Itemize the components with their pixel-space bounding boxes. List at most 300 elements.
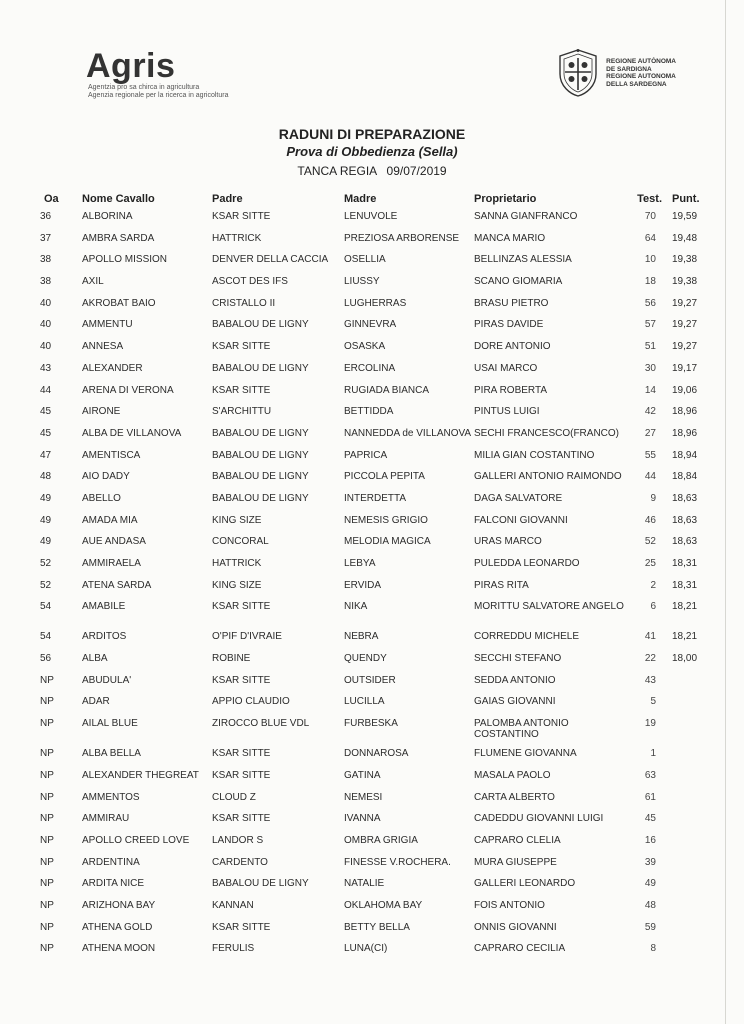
cell-punt: 19,38 [672, 254, 698, 266]
table-row [38, 406, 722, 428]
cell-nome-cavallo: ARENA DI VERONA [82, 384, 174, 396]
table-row [38, 385, 722, 407]
cell-madre: ERCOLINA [344, 362, 396, 374]
cell-oa: 40 [40, 319, 52, 331]
table-row [38, 558, 722, 580]
event-location-date [0, 164, 744, 178]
cell-test: 70 [644, 211, 656, 222]
cell-madre: DONNAROSA [344, 748, 409, 760]
region-name [606, 58, 676, 88]
cell-punt: 18,21 [672, 601, 698, 613]
cell-nome-cavallo: AKROBAT BAIO [82, 297, 156, 309]
cell-proprietario: PULEDDA LEONARDO [474, 558, 580, 569]
cell-test: 27 [644, 427, 656, 439]
table-row [38, 254, 722, 276]
cell-punt [668, 878, 722, 900]
cell-nome-cavallo: ATENA SARDA [82, 579, 152, 591]
cell-oa: NP [40, 674, 54, 686]
cell-padre: HATTRICK [212, 558, 262, 569]
cell-proprietario: CAPRARO CLELIA [474, 834, 561, 846]
cell-madre: NIKA [344, 601, 368, 613]
cell-padre: S'ARCHITTU [212, 406, 272, 418]
cell-proprietario: URAS MARCO [474, 536, 542, 548]
cell-proprietario: DORE ANTONIO [474, 341, 551, 353]
cell-oa: 48 [40, 471, 52, 483]
cell-punt: 19,38 [672, 276, 698, 288]
cell-test: 6 [650, 601, 656, 613]
cell-oa: 44 [40, 384, 52, 396]
region-line-4: DELLA SARDEGNA [606, 80, 667, 88]
cell-oa: 43 [40, 362, 52, 374]
table-row [38, 653, 722, 675]
cell-proprietario: PINTUS LUIGI [474, 406, 540, 418]
cell-test: 22 [644, 653, 656, 665]
agris-logo: Agris [86, 47, 176, 85]
cell-punt [668, 748, 722, 770]
cell-nome-cavallo: ANNESA [82, 341, 124, 353]
cell-punt: 19,48 [672, 232, 698, 244]
cell-punt: 19,59 [672, 211, 698, 222]
table-row [38, 792, 722, 814]
cell-oa: NP [40, 878, 54, 890]
cell-oa: NP [40, 748, 54, 760]
cell-madre: FURBESKA [344, 718, 398, 730]
region-line-3: REGIONE AUTONOMA [606, 73, 676, 80]
cell-test: 46 [644, 514, 656, 526]
cell-proprietario: PIRA ROBERTA [474, 384, 547, 396]
cell-oa: NP [40, 899, 54, 911]
table-row [38, 770, 722, 792]
cell-madre: OSASKA [344, 341, 386, 353]
region-line-1: REGIONE AUTÒNOMA [606, 58, 676, 65]
table-row [38, 363, 722, 385]
cell-proprietario: FALCONI GIOVANNI [474, 514, 568, 526]
cell-oa: 45 [40, 406, 52, 418]
table-header-row [38, 191, 722, 211]
cell-test: 55 [644, 449, 656, 461]
cell-test: 39 [644, 856, 656, 868]
cell-padre: DENVER DELLA CACCIA [212, 254, 329, 266]
cell-nome-cavallo: AMABILE [82, 601, 126, 613]
cell-punt: 19,27 [672, 319, 698, 331]
cell-nome-cavallo: AIRONE [82, 406, 121, 418]
cell-padre: BABALOU DE LIGNY [212, 319, 309, 331]
cell-proprietario: USAI MARCO [474, 362, 538, 374]
cell-test: 16 [644, 834, 656, 846]
cell-padre: BABALOU DE LIGNY [212, 492, 309, 504]
table-row [38, 298, 722, 320]
table-row [38, 276, 722, 298]
cell-punt [668, 900, 722, 922]
cell-nome-cavallo: ABELLO [82, 492, 121, 504]
cell-madre: PICCOLA PEPITA [344, 471, 425, 483]
cell-punt [668, 835, 722, 857]
cell-nome-cavallo: ALBA DE VILLANOVA [82, 427, 182, 439]
cell-proprietario: SECHI FRANCESCO(FRANCO) [474, 427, 620, 439]
table-row [38, 428, 722, 450]
cell-proprietario: DAGA SALVATORE [474, 492, 563, 504]
cell-oa: 36 [40, 211, 52, 222]
cell-test: 2 [650, 579, 656, 591]
cell-oa: 49 [40, 536, 52, 548]
cell-madre: GINNEVRA [344, 319, 397, 331]
cell-madre: ERVIDA [344, 579, 382, 591]
cell-proprietario: GAIAS GIOVANNI [474, 696, 556, 708]
cell-test: 61 [644, 791, 656, 803]
cell-proprietario: GALLERI ANTONIO RAIMONDO [474, 471, 622, 483]
cell-madre: LENUVOLE [344, 211, 398, 222]
cell-punt: 18,84 [672, 471, 698, 483]
document-titles [0, 126, 744, 178]
cell-test: 18 [644, 276, 656, 288]
cell-test: 64 [644, 232, 656, 244]
cell-proprietario: CAPRARO CECILIA [474, 943, 566, 955]
table-row [38, 675, 722, 697]
cell-padre: KSAR SITTE [212, 384, 271, 396]
cell-madre: INTERDETTA [344, 492, 407, 504]
cell-test: 59 [644, 921, 656, 933]
event-date: 09/07/2019 [386, 164, 447, 178]
cell-oa: 54 [40, 631, 52, 643]
cell-madre: FINESSE V.ROCHERA. [344, 856, 451, 868]
column-header-oa: Oa [44, 193, 59, 205]
cell-madre: OSELLIA [344, 254, 386, 266]
table-row [38, 922, 722, 944]
cell-padre: KSAR SITTE [212, 601, 271, 613]
cell-proprietario: CADEDDU GIOVANNI LUIGI [474, 813, 604, 825]
cell-madre: MELODIA MAGICA [344, 536, 431, 548]
cell-nome-cavallo: ALBA BELLA [82, 748, 141, 760]
cell-madre: PREZIOSA ARBORENSE [344, 232, 460, 244]
cell-madre: GATINA [344, 769, 381, 781]
cell-test: 1 [650, 748, 656, 760]
cell-madre: LUNA(CI) [344, 943, 388, 955]
cell-nome-cavallo: ATHENA GOLD [82, 921, 153, 933]
cell-proprietario: FLUMENE GIOVANNA [474, 748, 577, 760]
cell-madre: BETTY BELLA [344, 921, 410, 933]
agris-logo-block [86, 48, 228, 100]
agris-subtitle-sardinian: Agentzia pro sa chirca in agricultura [88, 84, 200, 91]
cell-test: 51 [644, 341, 656, 353]
cell-test: 56 [644, 297, 656, 309]
cell-proprietario: PIRAS DAVIDE [474, 319, 544, 331]
cell-nome-cavallo: AMMIRAU [82, 813, 130, 825]
cell-test: 63 [644, 769, 656, 781]
cell-test: 9 [650, 492, 656, 504]
cell-nome-cavallo: APOLLO CREED LOVE [82, 834, 190, 846]
cell-padre: BABALOU DE LIGNY [212, 878, 309, 890]
cell-padre: KSAR SITTE [212, 211, 271, 222]
cell-test: 52 [644, 536, 656, 548]
cell-padre: ASCOT DES IFS [212, 276, 288, 288]
cell-test: 44 [644, 471, 656, 483]
cell-punt: 19,27 [672, 341, 698, 353]
results-table [38, 191, 722, 965]
cell-nome-cavallo: ARDITOS [82, 631, 127, 643]
cell-oa: 47 [40, 449, 52, 461]
cell-madre: OKLAHOMA BAY [344, 899, 423, 911]
cell-padre: CLOUD Z [212, 791, 256, 803]
cell-padre: CONCORAL [212, 536, 269, 548]
cell-nome-cavallo: AMMENTOS [82, 791, 140, 803]
cell-proprietario: MASALA PAOLO [474, 769, 551, 781]
table-row [38, 515, 722, 537]
cell-oa: NP [40, 834, 54, 846]
cell-nome-cavallo: AXIL [82, 276, 104, 288]
cell-oa: NP [40, 696, 54, 708]
cell-padre: O'PIF D'IVRAIE [212, 631, 282, 643]
cell-padre: KSAR SITTE [212, 921, 271, 933]
table-row [38, 878, 722, 900]
cell-nome-cavallo: AMENTISCA [82, 449, 141, 461]
cell-padre: KSAR SITTE [212, 769, 271, 781]
cell-padre: FERULIS [212, 943, 255, 955]
column-header-padre: Padre [212, 193, 243, 205]
cell-madre: OMBRA GRIGIA [344, 834, 418, 846]
event-location: TANCA REGIA [297, 164, 378, 178]
cell-proprietario: CORREDDU MICHELE [474, 631, 580, 643]
cell-nome-cavallo: ALEXANDER THEGREAT [82, 769, 199, 781]
cell-padre: HATTRICK [212, 232, 262, 244]
cell-oa: 49 [40, 492, 52, 504]
column-header-proprietario: Proprietario [474, 193, 537, 205]
table-row [38, 835, 722, 857]
cell-test: 19 [644, 718, 656, 730]
cell-padre: BABALOU DE LIGNY [212, 449, 309, 461]
cell-oa: NP [40, 718, 54, 730]
cell-punt [668, 857, 722, 879]
cell-test: 30 [644, 362, 656, 374]
region-logo-block [556, 48, 676, 98]
cell-punt [668, 922, 722, 944]
cell-madre: NANNEDDA de VILLANOVA [344, 427, 472, 439]
cell-test: 41 [644, 631, 656, 643]
cell-oa: NP [40, 943, 54, 955]
cell-oa: NP [40, 856, 54, 868]
region-line-2: DE SARDIGNA [606, 65, 652, 73]
cell-punt [668, 813, 722, 835]
cell-punt: 18,63 [672, 536, 698, 548]
cell-oa: 40 [40, 297, 52, 309]
table-row [38, 233, 722, 255]
cell-test: 48 [644, 899, 656, 911]
cell-proprietario: GALLERI LEONARDO [474, 878, 576, 890]
cell-padre: KSAR SITTE [212, 674, 271, 686]
cell-padre: APPIO CLAUDIO [212, 696, 290, 708]
cell-proprietario: SCANO GIOMARIA [474, 276, 563, 288]
cell-nome-cavallo: AMMENTU [82, 319, 133, 331]
cell-nome-cavallo: AMADA MIA [82, 514, 138, 526]
cell-proprietario: BELLINZAS ALESSIA [474, 254, 572, 266]
cell-punt [668, 718, 722, 748]
cell-madre: LUCILLA [344, 696, 385, 708]
table-row [38, 943, 722, 965]
cell-punt [668, 770, 722, 792]
cell-nome-cavallo: ARIZHONA BAY [82, 899, 156, 911]
cell-test: 45 [644, 813, 656, 825]
cell-madre: LUGHERRAS [344, 297, 407, 309]
cell-nome-cavallo: ALBORINA [82, 211, 133, 222]
cell-madre: NEBRA [344, 631, 379, 643]
cell-madre: LEBYA [344, 558, 376, 569]
table-row [38, 341, 722, 363]
cell-punt: 18,63 [672, 514, 698, 526]
cell-nome-cavallo: AUE ANDASA [82, 536, 146, 548]
cell-punt [668, 675, 722, 697]
table-row [38, 696, 722, 718]
cell-nome-cavallo: ARDITA NICE [82, 878, 145, 890]
cell-oa: 49 [40, 514, 52, 526]
cell-nome-cavallo: AMBRA SARDA [82, 232, 155, 244]
table-row [38, 601, 722, 631]
cell-madre: BETTIDDA [344, 406, 394, 418]
cell-nome-cavallo: ALEXANDER [82, 362, 143, 374]
cell-padre: KING SIZE [212, 514, 262, 526]
table-row [38, 536, 722, 558]
cell-oa: 52 [40, 558, 52, 569]
cell-oa: NP [40, 769, 54, 781]
table-row [38, 857, 722, 879]
cell-proprietario: MURA GIUSEPPE [474, 856, 557, 868]
cell-oa: 38 [40, 276, 52, 288]
cell-punt: 18,96 [672, 427, 698, 439]
cell-padre: ROBINE [212, 653, 251, 665]
cell-punt: 19,27 [672, 297, 698, 309]
cell-padre: ZIROCCO BLUE VDL [212, 718, 310, 730]
table-row [38, 631, 722, 653]
cell-nome-cavallo: ABUDULA' [82, 674, 132, 686]
cell-punt: 18,00 [672, 653, 698, 665]
document-title: RADUNI DI PREPARAZIONE [278, 126, 466, 142]
cell-madre: NATALIE [344, 878, 385, 890]
cell-nome-cavallo: ADAR [82, 696, 110, 708]
cell-punt: 19,06 [672, 384, 698, 396]
letterhead [86, 48, 704, 128]
cell-oa: 37 [40, 232, 52, 244]
cell-proprietario: PIRAS RITA [474, 579, 529, 591]
column-header-nome-cavallo: Nome Cavallo [82, 193, 155, 205]
cell-nome-cavallo: APOLLO MISSION [82, 254, 168, 266]
cell-madre: IVANNA [344, 813, 381, 825]
cell-padre: BABALOU DE LIGNY [212, 471, 309, 483]
cell-punt: 18,94 [672, 449, 698, 461]
cell-nome-cavallo: AILAL BLUE [82, 718, 138, 730]
cell-oa: NP [40, 921, 54, 933]
cell-madre: NEMESIS GRIGIO [344, 514, 428, 526]
cell-punt: 18,31 [672, 579, 698, 591]
region-crest-icon [556, 48, 600, 98]
cell-oa: NP [40, 813, 54, 825]
cell-madre: PAPRICA [344, 449, 388, 461]
cell-proprietario: MILIA GIAN COSTANTINO [474, 449, 595, 461]
cell-nome-cavallo: ATHENA MOON [82, 943, 156, 955]
cell-proprietario: ONNIS GIOVANNI [474, 921, 557, 933]
cell-proprietario: SEDDA ANTONIO [474, 674, 556, 686]
cell-test: 43 [644, 674, 656, 686]
table-row [38, 211, 722, 233]
agris-subtitle-italian: Agenzia regionale per la ricerca in agricoltura [88, 92, 229, 99]
cell-madre: QUENDY [344, 653, 387, 665]
cell-punt [668, 792, 722, 814]
cell-test: 5 [650, 696, 656, 708]
cell-punt: 19,17 [672, 362, 698, 374]
cell-padre: KING SIZE [212, 579, 262, 591]
results-table-body [38, 211, 722, 965]
cell-test: 25 [644, 558, 656, 569]
cell-punt [668, 696, 722, 718]
cell-nome-cavallo: AMMIRAELA [82, 558, 141, 569]
cell-punt: 18,96 [672, 406, 698, 418]
cell-padre: BABALOU DE LIGNY [212, 362, 309, 374]
cell-padre: KANNAN [212, 899, 254, 911]
cell-padre: KSAR SITTE [212, 341, 271, 353]
cell-madre: RUGIADA BIANCA [344, 384, 430, 396]
table-row [38, 748, 722, 770]
document-subtitle: Prova di Obbedienza (Sella) [286, 144, 458, 159]
table-row [38, 900, 722, 922]
cell-proprietario: FOIS ANTONIO [474, 899, 545, 911]
cell-proprietario: PALOMBA ANTONIO COSTANTINO [474, 718, 569, 741]
column-header-punt: Punt. [672, 193, 700, 205]
table-row [38, 813, 722, 835]
table-row [38, 319, 722, 341]
cell-test: 14 [644, 384, 656, 396]
cell-proprietario: SANNA GIANFRANCO [474, 211, 578, 222]
cell-test: 8 [650, 943, 656, 955]
cell-padre: BABALOU DE LIGNY [212, 427, 309, 439]
column-header-madre: Madre [344, 193, 377, 205]
cell-test: 42 [644, 406, 656, 418]
table-row [38, 718, 722, 748]
cell-madre: LIUSSY [344, 276, 380, 288]
cell-punt: 18,31 [672, 558, 698, 569]
cell-padre: LANDOR S [212, 834, 264, 846]
cell-oa: 38 [40, 254, 52, 266]
cell-test: 57 [644, 319, 656, 331]
cell-oa: 56 [40, 653, 52, 665]
cell-nome-cavallo: AIO DADY [82, 471, 130, 483]
cell-proprietario: CARTA ALBERTO [474, 791, 555, 803]
cell-padre: KSAR SITTE [212, 813, 271, 825]
table-row [38, 471, 722, 493]
cell-punt [668, 943, 722, 965]
cell-padre: KSAR SITTE [212, 748, 271, 760]
cell-madre: OUTSIDER [344, 674, 396, 686]
cell-oa: 52 [40, 579, 52, 591]
cell-oa: 54 [40, 601, 52, 613]
cell-punt: 18,63 [672, 492, 698, 504]
column-header-test: Test. [637, 193, 662, 205]
cell-proprietario: MANCA MARIO [474, 232, 546, 244]
cell-nome-cavallo: ALBA [82, 653, 108, 665]
cell-punt: 18,21 [672, 631, 698, 643]
cell-proprietario: BRASU PIETRO [474, 297, 549, 309]
cell-oa: 40 [40, 341, 52, 353]
cell-madre: NEMESI [344, 791, 383, 803]
table-row [38, 450, 722, 472]
cell-test: 49 [644, 878, 656, 890]
cell-test: 10 [644, 254, 656, 266]
cell-nome-cavallo: ARDENTINA [82, 856, 140, 868]
cell-proprietario: MORITTU SALVATORE ANGELO [474, 601, 624, 613]
cell-padre: CARDENTO [212, 856, 268, 868]
table-row [38, 493, 722, 515]
cell-oa: 45 [40, 427, 52, 439]
table-row [38, 580, 722, 602]
cell-proprietario: SECCHI STEFANO [474, 653, 562, 665]
cell-oa: NP [40, 791, 54, 803]
cell-padre: CRISTALLO II [212, 297, 276, 309]
